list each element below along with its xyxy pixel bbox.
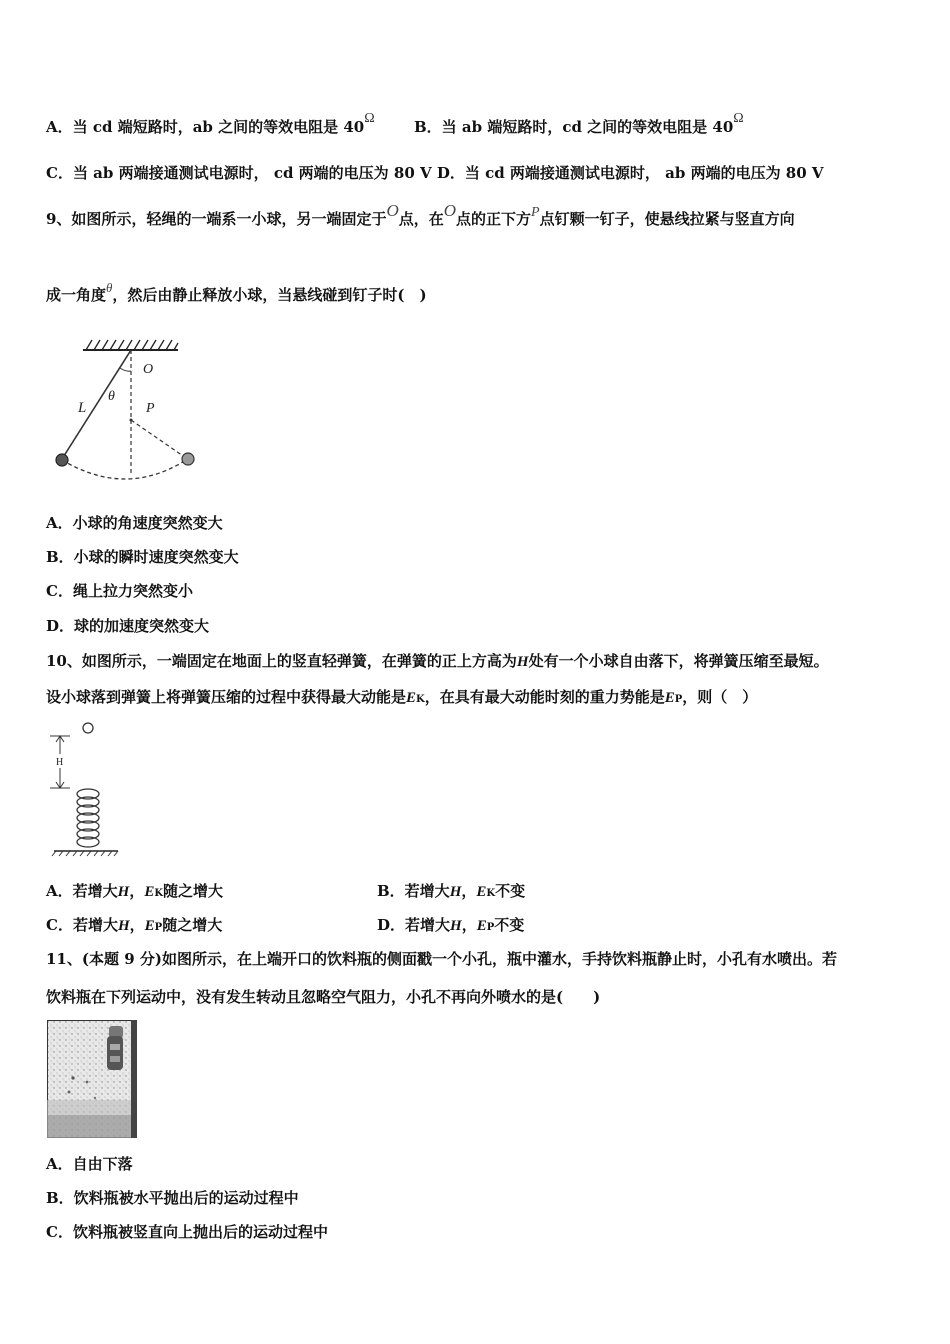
symbol-e: E	[476, 884, 487, 900]
q9-option-b: B．小球的瞬时速度突然变大	[46, 548, 239, 566]
q9-text: 9、如图所示，轻绳的一端系一小球，另一端固定于	[46, 210, 387, 228]
q8-option-b	[414, 111, 744, 137]
q10-option-a	[46, 880, 223, 901]
ball-right	[182, 453, 194, 465]
symbol-o: O	[386, 201, 399, 220]
symbol-o: O	[443, 201, 457, 220]
separator: ，	[129, 882, 145, 900]
bottle	[107, 1026, 123, 1070]
subscript-k: K	[486, 888, 496, 899]
q11-stem-line1: 11、(本题 9 分)如图所示，在上端开口的饮料瓶的侧面戳一个小孔，瓶中灌水，手持饮料瓶静止时，小孔有水喷出。若	[46, 950, 837, 968]
q10-option-text: A．若增大	[46, 882, 118, 900]
symbol-h: H	[450, 918, 462, 934]
q10-text: ，则（ ）	[682, 688, 758, 706]
symbol-h: H	[449, 884, 462, 900]
symbol-e: E	[476, 918, 487, 934]
pendulum-figure	[48, 330, 198, 490]
q10-text: ，在具有最大动能时刻的重力势能是	[424, 688, 665, 706]
q10-option-text: 不变	[495, 882, 526, 900]
ohm-symbol: Ω	[364, 111, 375, 126]
symbol-e: E	[144, 884, 155, 900]
q8-option-cd: C．当 ab 两端接通测试电源时， cd 两端的电压为 80 V D．当 cd 两端接通测试电源时， ab 两端的电压为 80 V	[46, 164, 824, 182]
label-p: P	[146, 401, 155, 416]
q8-option-a-text: A．当 cd 端短路时，ab 之间的等效电阻是 40	[46, 118, 365, 136]
symbol-e: E	[406, 690, 417, 706]
symbol-h: H	[117, 884, 130, 900]
label-o: O	[143, 362, 154, 377]
q9-text: 点钉颗一钉子，使悬线拉紧与竖直方向	[539, 210, 795, 228]
q10-text: 设小球落到弹簧上将弹簧压缩的过程中获得最大动能是	[46, 688, 407, 706]
q10-option-text: D．若增大	[377, 916, 451, 934]
symbol-e: E	[144, 918, 155, 934]
q10-option-text: 不变	[494, 916, 525, 934]
subscript-p: P	[154, 922, 163, 933]
ohm-symbol: Ω	[733, 111, 744, 126]
q10-option-b	[377, 880, 525, 901]
q8-option-b-text: B．当 ab 端短路时，cd 之间的等效电阻是 40	[414, 118, 734, 136]
subscript-p: P	[486, 922, 495, 933]
label-h: H	[56, 757, 64, 768]
q10-stem-line1	[46, 650, 829, 671]
symbol-h: H	[117, 918, 130, 934]
q10-stem-line2	[46, 686, 757, 707]
separator: ，	[129, 916, 145, 934]
q11-option-a: A．自由下落	[46, 1155, 133, 1173]
q9-stem-line1	[46, 201, 795, 229]
q11-option-c: C．饮料瓶被竖直向上抛出后的运动过程中	[46, 1223, 328, 1241]
q10-option-text: 随之增大	[162, 916, 223, 934]
q9-text: 成一角度	[46, 286, 107, 304]
label-l: L	[78, 400, 87, 416]
q9-option-c: C．绳上拉力突然变小	[46, 582, 193, 600]
symbol-p: P	[531, 205, 540, 220]
q9-text: ，然后由静止释放小球，当悬线碰到钉子时( )	[112, 286, 427, 304]
q11-stem-line2: 饮料瓶在下列运动中，没有发生转动且忽略空气阻力，小孔不再向外喷水的是( )	[46, 988, 601, 1006]
symbol-h: H	[516, 654, 529, 670]
subscript-k: K	[416, 694, 425, 705]
q10-option-c	[46, 914, 222, 935]
q10-option-text: 随之增大	[163, 882, 224, 900]
q9-text: 点的正下方	[456, 210, 532, 228]
separator: ，	[461, 882, 477, 900]
q9-option-a: A．小球的角速度突然变大	[46, 514, 223, 532]
q9-text: 点，在	[398, 210, 444, 228]
q10-text: 10、如图所示，一端固定在地面上的竖直轻弹簧，在弹簧的正上方高为	[46, 652, 517, 670]
label-theta: θ	[108, 389, 115, 404]
symbol-theta: θ	[106, 280, 113, 295]
q11-option-b: B．饮料瓶被水平抛出后的运动过程中	[46, 1189, 299, 1207]
q8-option-a	[46, 111, 375, 137]
ball	[83, 723, 93, 733]
separator: ，	[461, 916, 477, 934]
subscript-p: P	[674, 694, 683, 705]
bottle-photo	[47, 1020, 137, 1138]
q9-option-d: D．球的加速度突然变大	[46, 617, 210, 635]
q10-option-d	[377, 914, 524, 935]
q9-stem-line2	[46, 280, 427, 305]
q10-option-text: C．若增大	[46, 916, 118, 934]
symbol-e: E	[664, 690, 675, 706]
ball-left	[56, 454, 68, 466]
subscript-k: K	[154, 888, 164, 899]
spring	[77, 789, 99, 847]
spring-figure	[46, 718, 126, 858]
q10-option-text: B．若增大	[377, 882, 450, 900]
q10-text: 处有一个小球自由落下，将弹簧压缩至最短。	[528, 652, 829, 670]
